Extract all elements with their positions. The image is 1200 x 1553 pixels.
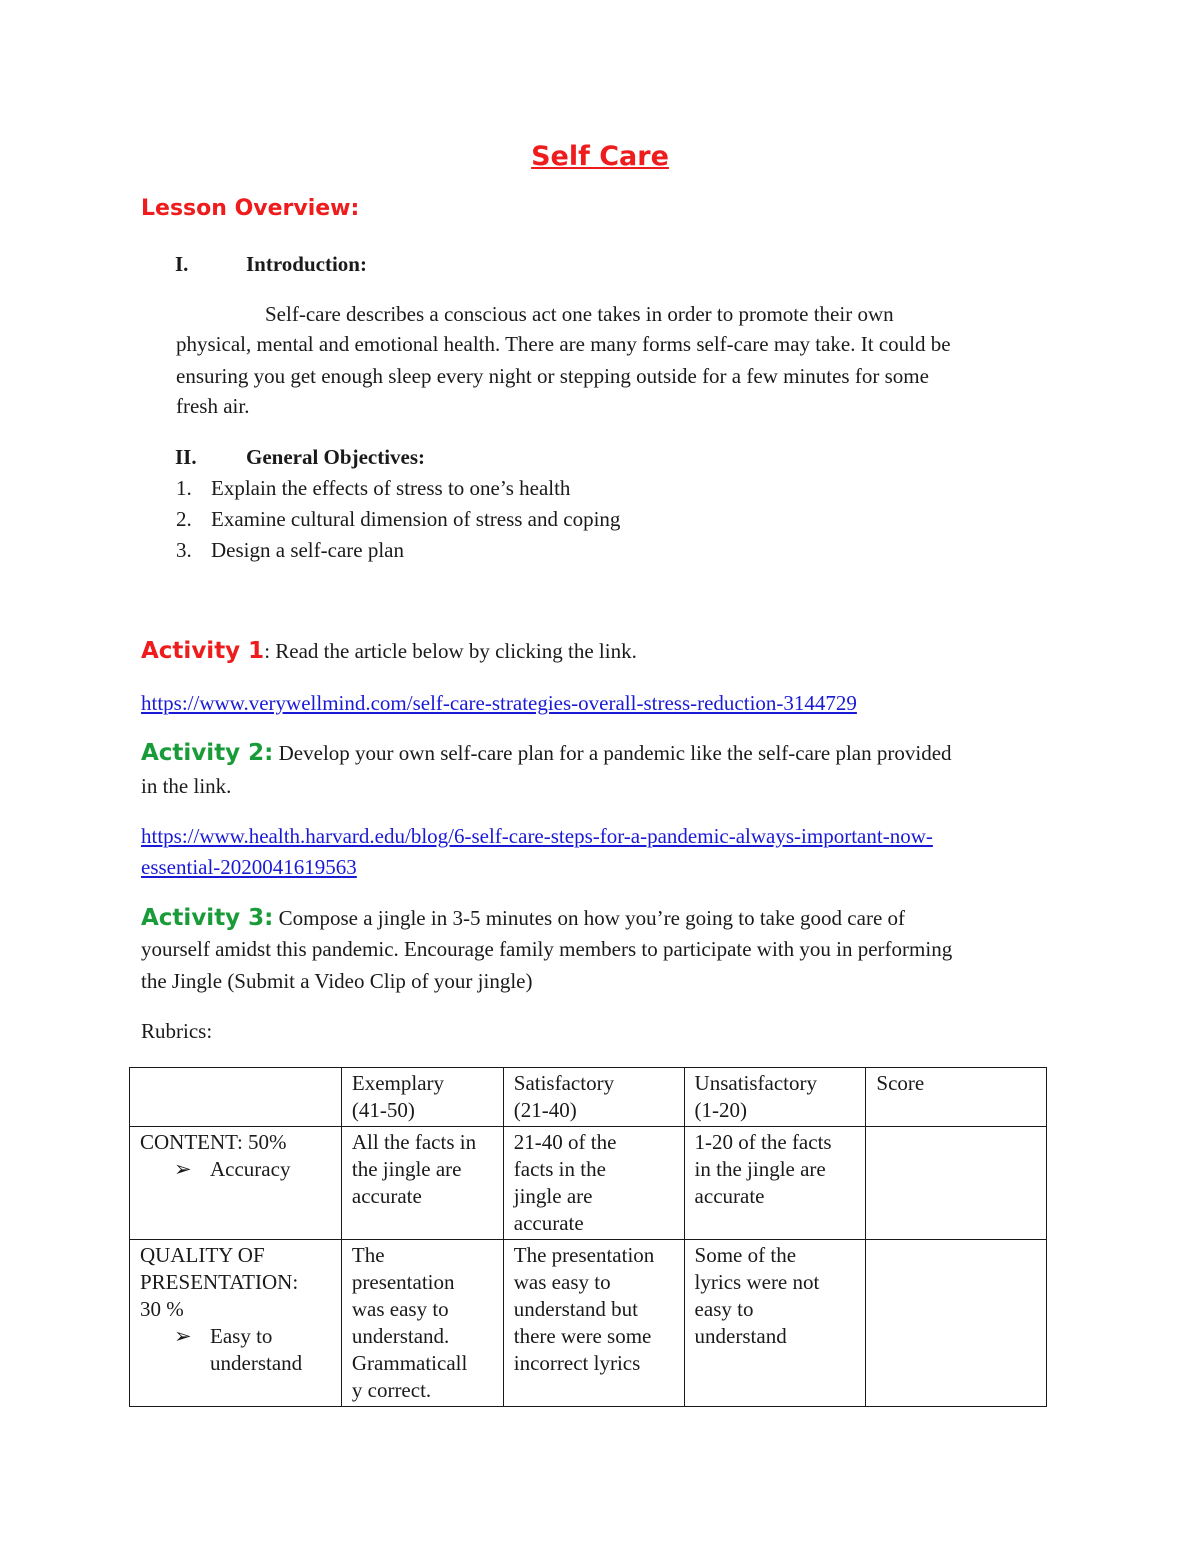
rubric-content-satisfactory: 21-40 of the facts in the jingle are accurate <box>503 1127 684 1240</box>
rubric-header-satisfactory: Satisfactory (21-40) <box>503 1068 684 1127</box>
rubric-table <box>129 1067 1047 1407</box>
rubric-header-blank <box>130 1068 342 1127</box>
rubric-criterion-content: CONTENT: 50% ➢ Accuracy <box>130 1127 342 1240</box>
activity-2-line-2: in the link. <box>141 774 232 798</box>
rubric-row-quality <box>130 1240 1047 1407</box>
rubric-quality-score <box>866 1240 1047 1407</box>
rubric-content-score <box>866 1127 1047 1240</box>
arrow-bullet-icon: ➢ <box>174 1157 192 1181</box>
rubric-row-content <box>130 1127 1047 1240</box>
activity-1-text: : Read the article below by clicking the link. <box>264 639 637 663</box>
intro-line-2: physical, mental and emotional health. There are many forms self-care may take. It could be <box>176 332 951 356</box>
arrow-bullet-icon: ➢ <box>174 1324 192 1348</box>
rubric-header-score: Score <box>866 1068 1047 1127</box>
rubric-criterion-quality: QUALITY OF PRESENTATION: 30 % ➢ Easy to understand <box>130 1240 342 1407</box>
intro-line-1: Self-care describes a conscious act one takes in order to promote their own <box>265 302 894 326</box>
activity-3-line-1: Compose a jingle in 3-5 minutes on how you’re going to take good care of <box>273 906 906 930</box>
objectives-numeral: II. <box>175 445 197 469</box>
activity-3-line-3: the Jingle (Submit a Video Clip of your jingle) <box>141 969 533 993</box>
rubric-content-unsatisfactory: 1-20 of the facts in the jingle are accurate <box>684 1127 866 1240</box>
rubric-quality-unsatisfactory: Some of the lyrics were not easy to understand <box>684 1240 866 1407</box>
activity-1-label: Activity 1 <box>141 638 265 664</box>
activity-2-link-line-2[interactable]: essential-2020041619563 <box>141 855 357 879</box>
rubric-quality-exemplary: The presentation was easy to understand. Grammaticall y correct. <box>341 1240 503 1407</box>
activity-2-line-1: Develop your own self-care plan for a pandemic like the self-care plan provided <box>273 741 952 765</box>
rubric-header-row <box>130 1068 1047 1127</box>
intro-line-4: fresh air. <box>176 394 250 418</box>
activity-3 <box>141 903 905 934</box>
intro-numeral: I. <box>175 252 189 276</box>
rubric-header-exemplary: Exemplary (41-50) <box>341 1068 503 1127</box>
activity-2 <box>141 738 952 769</box>
rubric-header-unsatisfactory: Unsatisfactory (1-20) <box>684 1068 866 1127</box>
intro-line-3: ensuring you get enough sleep every night or stepping outside for a few minutes for some <box>176 364 929 388</box>
lesson-overview-heading: Lesson Overview: <box>141 196 360 221</box>
activity-2-label: Activity 2: <box>141 740 274 766</box>
activity-1-link[interactable]: https://www.verywellmind.com/self-care-strategies-overall-stress-reduction-3144729 <box>141 691 857 715</box>
intro-heading: Introduction: <box>246 252 367 276</box>
rubrics-label: Rubrics: <box>141 1019 213 1043</box>
activity-3-line-2: yourself amidst this pandemic. Encourage family members to participate with you in performing <box>141 937 953 961</box>
objective-item-1: Explain the effects of stress to one’s health <box>211 476 571 500</box>
objective-num-1: 1. <box>176 476 192 500</box>
activity-3-label: Activity 3: <box>141 905 274 931</box>
activity-1 <box>141 636 637 667</box>
rubric-quality-satisfactory: The presentation was easy to understand but there were some incorrect lyrics <box>503 1240 684 1407</box>
objective-num-3: 3. <box>176 538 192 562</box>
objective-item-3: Design a self-care plan <box>211 538 404 562</box>
objective-item-2: Examine cultural dimension of stress and coping <box>211 507 621 531</box>
rubric-content-exemplary: All the facts in the jingle are accurate <box>341 1127 503 1240</box>
objectives-heading: General Objectives: <box>246 445 426 469</box>
page-title: Self Care <box>531 141 669 172</box>
objective-num-2: 2. <box>176 507 192 531</box>
activity-2-link-line-1[interactable]: https://www.health.harvard.edu/blog/6-self-care-steps-for-a-pandemic-always-important-now- <box>141 824 933 848</box>
